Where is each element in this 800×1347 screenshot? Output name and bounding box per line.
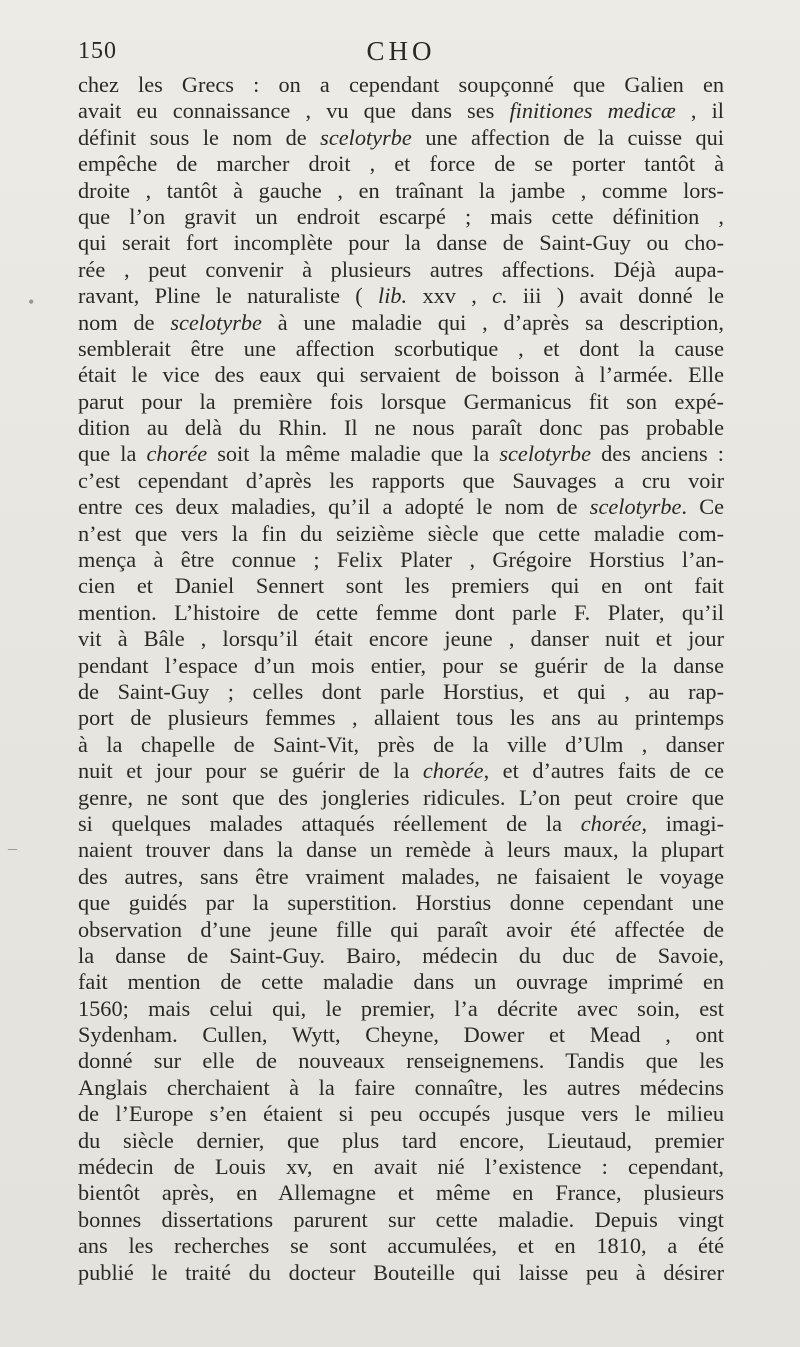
text-line: médecin de Louis xv, en avait nié l’existence : cependant, [78,1154,724,1180]
body-text [78,72,724,1286]
text-line: si quelques malades attaqués réellement de la chorée, imagi- [78,810,724,836]
text-line: de l’Europe s’en étaient si peu occupés jusque vers le milieu [78,1101,724,1127]
text-line: n’est que vers la fin du seizième siècle que cette maladie com- [78,520,724,546]
text-line: observation d’une jeune fille qui paraît avoir été affectée de [78,916,724,942]
text-line: 1560; mais celui qui, le premier, l’a décrite avec soin, est [78,995,724,1021]
text-line: semblerait être une affection scorbutique , et dont la cause [78,335,724,361]
text-line: que l’on gravit un endroit escarpé ; mais cette définition , [78,203,724,229]
text-line: genre, ne sont que des jongleries ridicules. L’on peut croire que [78,784,724,810]
text-line: de Saint-Guy ; celles dont parle Horstius, et qui , au rap- [78,678,724,704]
text-line: la danse de Saint-Guy. Bairo, médecin du duc de Savoie, [78,942,724,968]
text-line: donné sur elle de nouveaux renseignemens. Tandis que les [78,1048,724,1074]
text-line: bonnes dissertations parurent sur cette maladie. Depuis vingt [78,1206,724,1232]
text-line: définit sous le nom de scelotyrbe une affection de la cuisse qui [78,124,724,150]
text-line: dition au delà du Rhin. Il ne nous paraît donc pas probable [78,415,724,441]
text-line: pendant l’espace d’un mois entier, pour se guérir de la danse [78,652,724,678]
text-line: que guidés par la superstition. Horstius donne cependant une [78,890,724,916]
text-line: publié le traité du docteur Bouteille qui laisse peu à désirer [78,1259,724,1285]
margin-tick: – [8,838,17,858]
text-line: bientôt après, en Allemagne et même en France, plusieurs [78,1180,724,1206]
text-line: nom de scelotyrbe à une maladie qui , d’après sa description, [78,309,724,335]
text-line: des autres, sans être vraiment malades, ne faisaient le voyage [78,863,724,889]
text-line: du siècle dernier, que plus tard encore, Lieutaud, premier [78,1127,724,1153]
text-line: droite , tantôt à gauche , en traînant la jambe , comme lors- [78,177,724,203]
text-line: cien et Daniel Sennert sont les premiers qui en ont fait [78,573,724,599]
margin-speck: • [28,292,35,312]
text-line: fait mention de cette maladie dans un ouvrage imprimé en [78,969,724,995]
text-line: à la chapelle de Saint-Vit, près de la ville d’Ulm , danser [78,731,724,757]
text-line: Sydenham. Cullen, Wytt, Cheyne, Dower et Mead , ont [78,1022,724,1048]
text-line: Anglais cherchaient à la faire connaître, les autres médecins [78,1074,724,1100]
text-line: port de plusieurs femmes , allaient tous les ans au printemps [78,705,724,731]
text-line: mença à être connue ; Felix Plater , Grégoire Horstius l’an- [78,547,724,573]
text-line: était le vice des eaux qui servaient de boisson à l’armée. Elle [78,362,724,388]
text-line: chez les Grecs : on a cependant soupçonné que Galien en [78,72,724,97]
text-line: ravant, Pline le naturaliste ( lib. xxv , c. iii ) avait donné le [78,283,724,309]
text-line: empêche de marcher droit , et force de se porter tantôt à [78,151,724,177]
text-line: que la chorée soit la même maladie que la scelotyrbe des anciens : [78,441,724,467]
text-line: nuit et jour pour se guérir de la chorée, et d’autres faits de ce [78,758,724,784]
text-line: c’est cependant d’après les rapports que Sauvages a cru voir [78,467,724,493]
text-line: ans les recherches se sont accumulées, et en 1810, a été [78,1233,724,1259]
page-number: 150 [78,38,117,64]
text-line: vit à Bâle , lorsqu’il était encore jeune , danser nuit et jour [78,626,724,652]
text-line: parut pour la première fois lorsque Germanicus fit son expé- [78,388,724,414]
text-line: entre ces deux maladies, qu’il a adopté le nom de scelotyrbe. Ce [78,494,724,520]
page-header [78,34,724,68]
running-head: CHO [366,36,436,66]
text-line: mention. L’histoire de cette femme dont parle F. Plater, qu’il [78,599,724,625]
text-line: rée , peut convenir à plusieurs autres affections. Déjà aupa- [78,256,724,282]
text-line: qui serait fort incomplète pour la danse de Saint-Guy ou cho- [78,230,724,256]
text-line: naient trouver dans la danse un remède à leurs maux, la plupart [78,837,724,863]
text-line: avait eu connaissance , vu que dans ses finitiones medicæ , il [78,98,724,124]
